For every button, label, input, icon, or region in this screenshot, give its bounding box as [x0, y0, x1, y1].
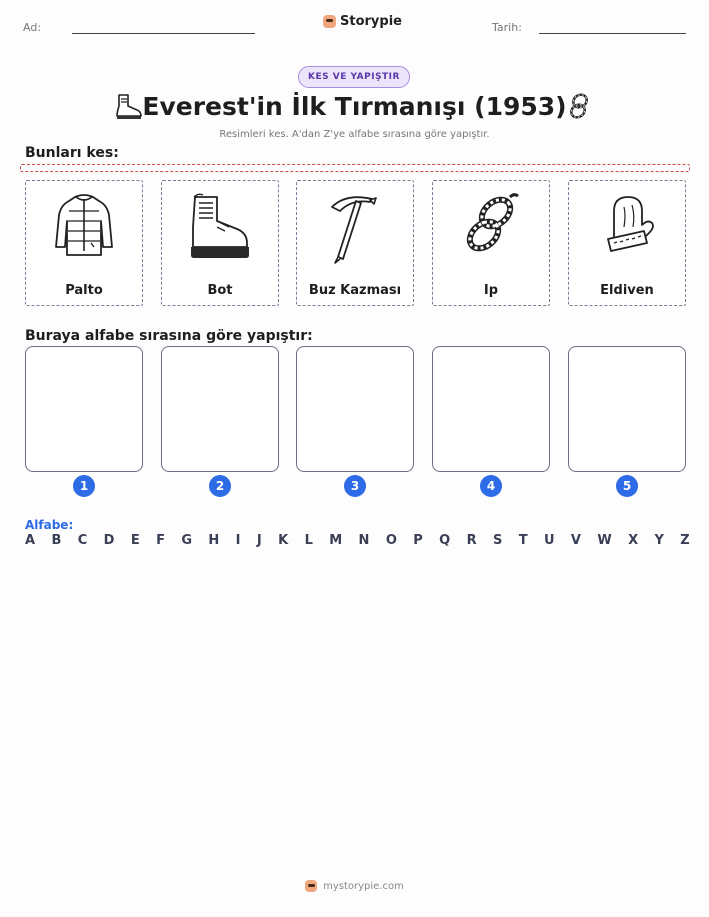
card-label: Eldiven	[600, 283, 654, 298]
alphabet-label: Alfabe:	[25, 518, 74, 532]
alphabet-letter: P	[413, 533, 423, 548]
alphabet-letter: H	[208, 533, 220, 548]
paste-slot-3[interactable]	[296, 346, 414, 472]
mitten-icon	[588, 187, 666, 265]
alphabet-letter: D	[103, 533, 115, 548]
name-label: Ad:	[23, 21, 42, 34]
brand-name: Storypie	[340, 14, 402, 29]
alphabet-letter: J	[256, 533, 262, 548]
instructions: Resimleri kes. A'dan Z'ye alfabe sırasına göre yapıştır.	[219, 129, 490, 140]
cut-section-label: Bunları kes:	[25, 145, 119, 161]
rope-icon	[566, 91, 594, 123]
cut-card-ip[interactable]	[432, 180, 550, 306]
alphabet-letter: G	[181, 533, 193, 548]
paste-slot-4[interactable]	[432, 346, 550, 472]
slot-number-2: 2	[209, 475, 231, 497]
card-label: Palto	[65, 283, 103, 298]
coat-icon	[45, 187, 123, 265]
cut-card-palto[interactable]	[25, 180, 143, 306]
paste-slot-1[interactable]	[25, 346, 143, 472]
paste-slot-2[interactable]	[161, 346, 279, 472]
alphabet-letter: L	[304, 533, 313, 548]
alphabet-letter: E	[130, 533, 140, 548]
alphabet-letter: F	[156, 533, 165, 548]
alphabet-letter: R	[466, 533, 477, 548]
brand-logo	[323, 14, 402, 29]
alphabet-letter: N	[358, 533, 370, 548]
alphabet-letter: X	[628, 533, 639, 548]
ice-axe-icon	[316, 187, 394, 265]
alphabet-row	[25, 533, 690, 548]
alphabet-letter: B	[51, 533, 62, 548]
boot-icon	[181, 187, 259, 265]
alphabet-letter: V	[570, 533, 581, 548]
activity-badge: KES VE YAPIŞTIR	[298, 66, 410, 88]
name-field-line[interactable]	[72, 33, 255, 34]
slot-number-3: 3	[344, 475, 366, 497]
card-label: Bot	[207, 283, 233, 298]
alphabet-letter: U	[543, 533, 555, 548]
cut-card-bot[interactable]	[161, 180, 279, 306]
cut-card-eldiven[interactable]	[568, 180, 686, 306]
alphabet-letter: A	[25, 533, 36, 548]
alphabet-letter: Y	[654, 533, 664, 548]
slot-number-4: 4	[480, 475, 502, 497]
alphabet-letter: C	[77, 533, 88, 548]
alphabet-letter: T	[518, 533, 528, 548]
footer-url[interactable]: mystorypie.com	[323, 880, 404, 892]
alphabet-letter: S	[492, 533, 503, 548]
alphabet-letter: W	[597, 533, 612, 548]
alphabet-letter: I	[235, 533, 241, 548]
slot-number-5: 5	[616, 475, 638, 497]
card-label: Ip	[483, 283, 499, 298]
slot-number-1: 1	[73, 475, 95, 497]
cut-line	[20, 164, 690, 172]
footer	[0, 880, 709, 892]
date-label: Tarih:	[492, 21, 522, 34]
paste-section-label: Buraya alfabe sırasına göre yapıştır:	[25, 328, 313, 344]
date-field-line[interactable]	[539, 33, 686, 34]
card-label: Buz Kazması	[308, 283, 402, 298]
paste-slot-5[interactable]	[568, 346, 686, 472]
cut-card-buz-kazmasi[interactable]	[296, 180, 414, 306]
alphabet-letter: Z	[680, 533, 690, 548]
page-title: Everest'in İlk Tırmanışı (1953)	[142, 92, 567, 121]
storypie-logo-icon	[305, 880, 317, 892]
alphabet-letter: K	[278, 533, 289, 548]
rope-icon	[452, 187, 530, 265]
alphabet-letter: Q	[439, 533, 451, 548]
alphabet-letter: M	[329, 533, 343, 548]
storypie-logo-icon	[323, 15, 336, 28]
alphabet-letter: O	[385, 533, 397, 548]
